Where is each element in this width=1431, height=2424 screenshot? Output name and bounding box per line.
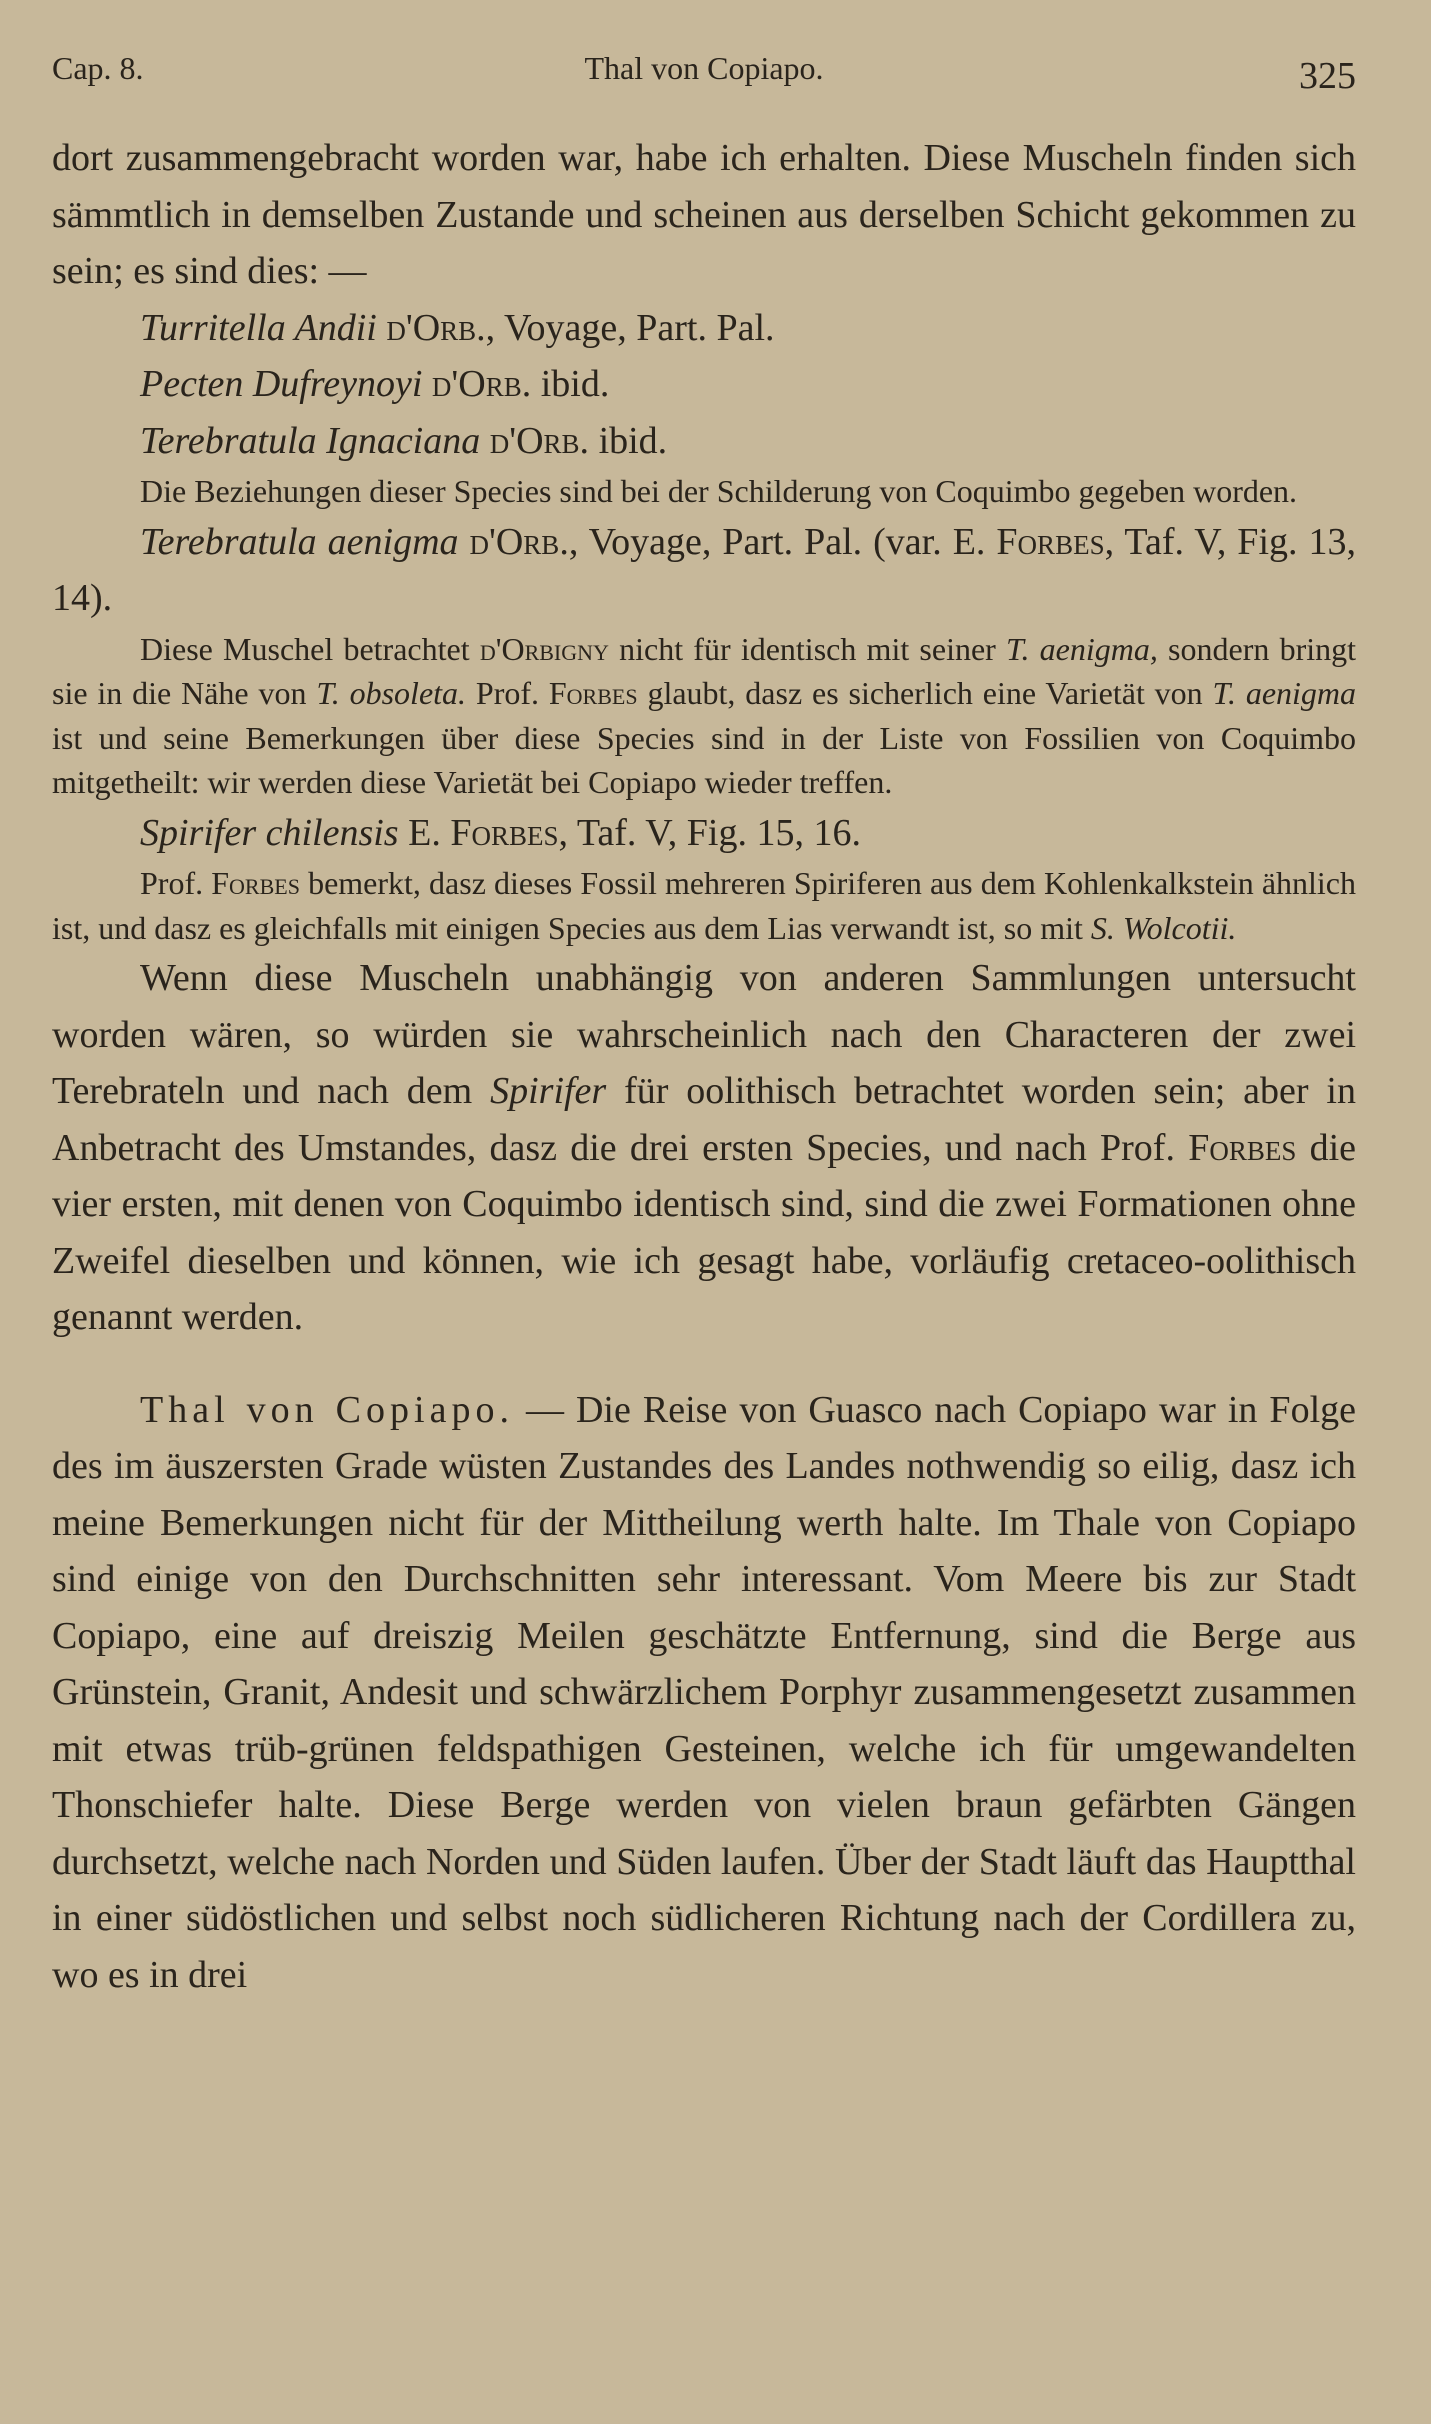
section-heading: Thal von Copiapo.: [140, 1388, 514, 1431]
running-title: Thal von Copiapo.: [584, 50, 824, 86]
author-forbes: Forbes: [996, 520, 1105, 563]
chapter-label: Cap. 8.: [52, 50, 144, 86]
species-entry: [52, 356, 1356, 413]
author-forbes: Forbes: [1188, 1126, 1297, 1169]
species-entry: [52, 805, 1356, 862]
reference: , Voyage, Part. Pal. (var. E.: [568, 520, 997, 563]
text: Prof.: [140, 865, 212, 901]
page-number: 325: [1299, 55, 1356, 97]
species-name: Turritella Andii: [140, 306, 377, 349]
species-name: Terebratula Ignaciana: [140, 419, 481, 462]
author: d'Orb.: [386, 306, 486, 349]
text: Prof.: [466, 675, 549, 711]
page-body: [52, 130, 1356, 2003]
author-orbigny: d'Orbigny: [479, 630, 609, 667]
reference: , Taf. V, Fig. 13, 14).: [52, 520, 1356, 619]
paragraph: [52, 1382, 1356, 2004]
reference: , Taf. V, Fig. 15, 16.: [558, 811, 861, 854]
text: ist und seine Bemerkungen über diese Species sind in der Liste von Fossilien von Coquimbo mitgetheilt: wir werden diese Varietät bei Copiapo wieder treffen.: [52, 719, 1356, 800]
text: sondern bringt sie in die Nähe von: [52, 630, 1357, 711]
species-name: T. aenigma: [1212, 675, 1357, 711]
text: Diese Muschel betrachtet: [140, 630, 480, 667]
author: d'Orb.: [489, 419, 590, 462]
species-name: Terebratula aenigma: [140, 520, 459, 563]
note: Die Beziehungen dieser Species sind bei der Schilderung von Coquimbo gegeben worden.: [140, 473, 1298, 509]
text: E.: [398, 811, 451, 854]
species-name: S. Wolcotii.: [1090, 909, 1237, 946]
author-forbes: Forbes: [211, 865, 300, 901]
reference: ibid.: [531, 363, 610, 405]
author-forbes: Forbes: [450, 811, 559, 854]
species-entry: [52, 514, 1356, 627]
species-name: T. obsoleta.: [316, 675, 467, 711]
author: d'Orb.: [469, 520, 569, 563]
text: die vier ersten, mit denen von Coquimbo identisch sind, sind die zwei Formationen ohne Zweifel dieselben und können, wie ich gesagt habe, vorläufig cretaceo-oolithisch genannt werden.: [52, 1126, 1356, 1338]
paragraph: [52, 950, 1356, 1346]
text: nicht für identisch mit seiner: [608, 630, 1007, 667]
text: glaubt, dasz es sicherlich eine Varietät von: [637, 675, 1213, 711]
species-name: Pecten Dufreynoyi: [140, 363, 423, 405]
reference: , Voyage, Part. Pal.: [485, 306, 775, 349]
text: Wenn diese Muscheln unabhängig von anderen Sammlungen untersucht worden wären, so würden sie wahrscheinlich nach den Characteren der zwei Terebrateln und nach dem: [52, 957, 1356, 1112]
species-name: T. aenigma,: [1006, 630, 1158, 667]
author: d'Orb.: [431, 363, 532, 405]
paragraph: dort zusammengebracht worden war, habe ich erhalten. Diese Muscheln finden sich sämmtlich in demselben Zustande und scheinen aus derselben Schicht gekommen zu sein; es sind dies: —: [52, 137, 1356, 292]
running-header: [52, 44, 1356, 97]
species-entry: [52, 413, 1356, 470]
note: [52, 627, 1356, 805]
species-name: Spirifer chilensis: [140, 811, 399, 854]
text: — Die Reise von Guasco nach Copiapo war in Folge des im äuszersten Grade wüsten Zustandes des Landes nothwendig so eilig, dasz ich meine Bemerkungen nicht für der Mittheilung werth halte. Im Thale von Copiapo sind einige von den Durchschnitten sehr interessant. Vom Meere bis zur Stadt Copiapo, eine auf dreiszig Meilen geschätzte Entfernung, sind die Berge aus Grünstein, Granit, Andesit und schwärzlichem Porphyr zusammengesetzt zusammen mit etwas trüb-grünen feldspathigen Gesteinen, welche ich für umgewandelten Thonschiefer halte. Diese Berge werden von vielen braun gefärbten Gängen durchsetzt, welche nach Norden und Süden laufen. Über der Stadt läuft das Hauptthal in einer südöstlichen und selbst noch südlicheren Richtung nach der Cordillera zu, wo es in drei: [52, 1388, 1356, 1996]
species-entry: [52, 300, 1356, 357]
text: für oolithisch betrachtet worden sein; aber in Anbetracht des Umstandes, dasz die drei ersten Species, und nach Prof.: [52, 1070, 1356, 1169]
text: bemerkt, dasz dieses Fossil mehreren Spiriferen aus dem Kohlenkalkstein ähnlich ist, und dasz es gleichfalls mit einigen Species aus dem Lias verwandt ist, so mit: [52, 865, 1357, 946]
author-forbes: Forbes: [548, 675, 638, 711]
reference: ibid.: [589, 419, 668, 462]
note: [52, 861, 1356, 950]
species-name: Spirifer: [490, 1070, 607, 1112]
section-gap: [52, 1346, 1356, 1382]
